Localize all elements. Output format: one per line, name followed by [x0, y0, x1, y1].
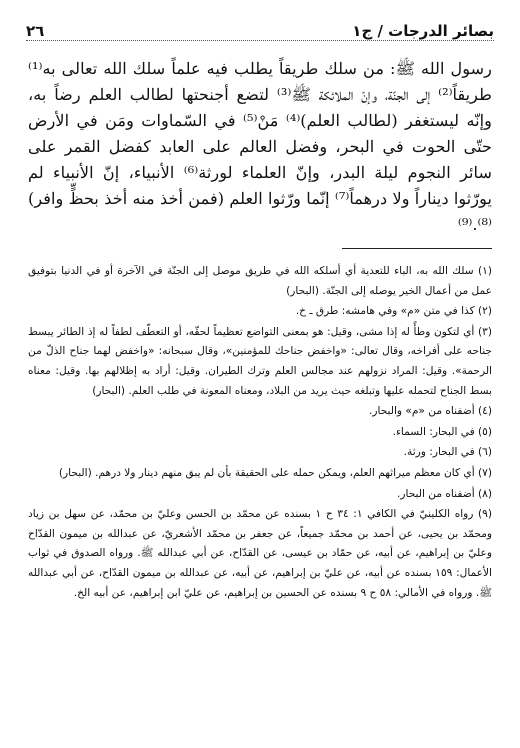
footnote-1: (١) سلك الله به، الباء للتعدية أي أسلكه الله في طريق موصل إلى الجنّة في الآخرة أو في الدنيا بتوفيق عمل من أعمال الخير يوصله إلى الجنّة. (البحار) [28, 265, 492, 297]
footnote-8: (٨) أضفناه من البحار. [396, 487, 492, 500]
footnote-4: (٤) أضفناه من «م» والبحار. [368, 405, 492, 418]
footnote-7: (٧) أي كان معظم ميراثهم العلم، ويمكن حمله على الحقيقة بأن لم يبق منهم دينار ولا درهم. (البحار) [58, 466, 492, 479]
footnote-9: (٩) رواه الكلينيّ في الكافي ١: ٣٤ ح ١ بسنده عن محمّد بن الحسن وعليّ بن محمّد، عن سهل بن زياد ومحمّد بن يحيى، عن أحمد بن محمّد جميعاً، عن جعفر بن محمّد الأشعريّ، عن عبدالله بن ميمون القدّاح وعليّ بن إبراهيم، عن أبيه، عن حمّاد بن عيسى، عن القدّاح، عن أبي عبدالله ﷺ. ورواه الصدوق في ثواب الأعمال: ١٥٩ بسنده عن أبيه، عن عليّ بن إبراهيم، عن أبيه، عن عبدالله بن ميمون القدّاح، عن أبي عبدالله ﷺ. ورواه في الأمالي: ٥٨ ح ٩ بسنده عن الحسين بن إبراهيم، عن عليّ ابن إبراهيم، عن أبيه الخ. [28, 508, 492, 599]
running-title: بصائر الدرجات / ج١ [352, 22, 494, 40]
footnote-5: (٥) في البحار: السماء. [392, 425, 492, 438]
main-text [28, 56, 492, 238]
footnote-3: (٣) أي لتكون وطأً له إذا مشى، وقيل: هو بمعنى التواضع تعظيماً لحقّه، أو التعطّف لطفاً له إذ الطائر يبسط جناحه على أفراخه، وقال تعالى: «واخفض جناحك للمؤمنين»، وقال سبحانه: «واخفض لهما جناح الذلّ من الرحمة». وقيل: المراد نزولهم عند مجالس العلم وترك الطيران. وقيل: أراد به إظلالهم بها. وقيل: معناه بسط الجناح لتحمله عليها وتبلغه حيث يريد من البلاد، ومعناه المعونة في طلب العلم. (البحار) [28, 325, 492, 397]
footnotes [28, 262, 492, 604]
footnote-6: (٦) في البحار: ورثة. [403, 446, 492, 459]
footnote-separator [342, 248, 492, 249]
page-header [26, 18, 494, 41]
footnote-2: (٢) كذا في متن «م» وفي هامشه: طرق ـ خ. [295, 305, 492, 318]
main-paragraph: رسول الله ﷺ: من سلك طريقاً يطلب فيه علماً سلك الله تعالى به⁽¹⁾ طريقاً⁽²⁾ إلى الجنّة، وإنّ الملائكة ﷺ⁽³⁾ لتضع أجنحتها لطالب العلم رضاً به، وإنّه ليستغفر (لطالب العلم)⁽⁴⁾ مَنْ⁽⁵⁾ في السّماوات ومَن في الأرض حتّى الحوت في البحر، وفضل العالم على العابد كفضل القمر على سائر النجوم ليلة البدر، وإنّ العلماء لورثة⁽⁶⁾ الأنبياء، إنّ الأنبياء لم يورّثوا ديناراً ولا درهماً⁽⁷⁾ إنّما ورّثوا العلم (فمن أخذ منه أخذ بحظٍّ وافر)⁽⁸⁾.⁽⁹⁾ [28, 59, 493, 234]
page-number: ٢٦ [26, 22, 45, 40]
